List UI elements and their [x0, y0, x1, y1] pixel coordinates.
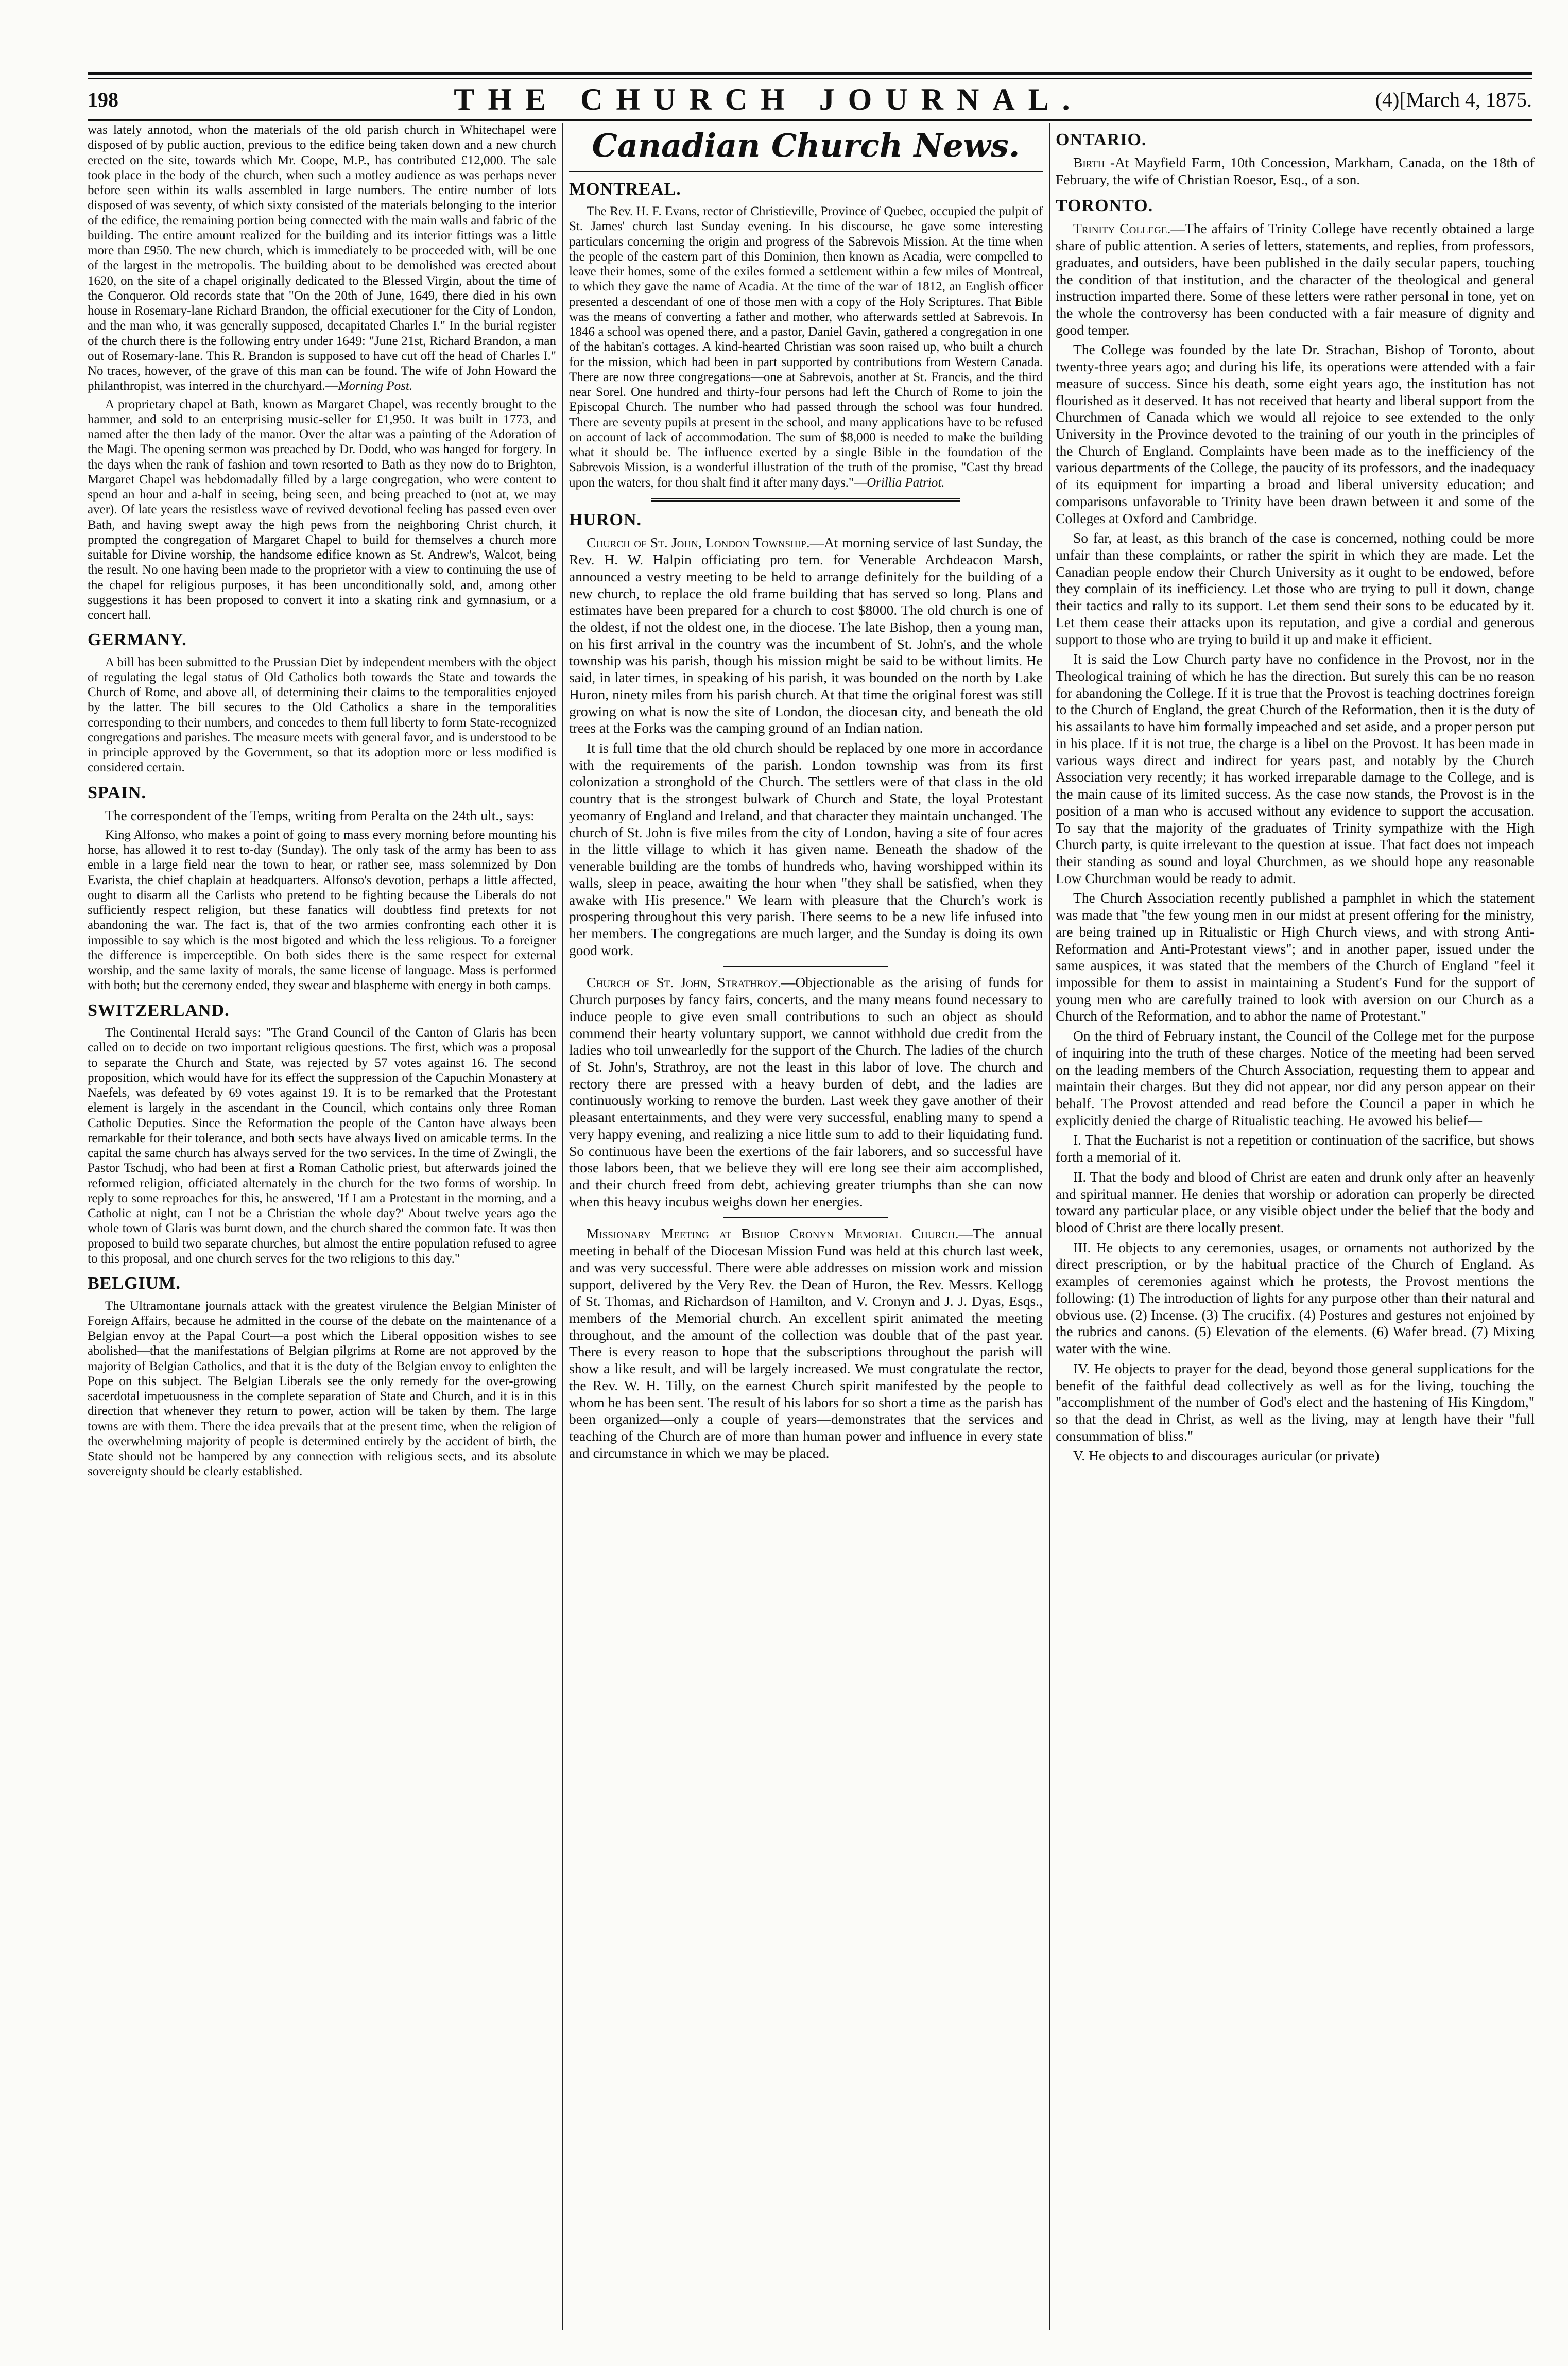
article-paragraph: Missionary Meeting at Bishop Cronyn Memorial Church.—The annual meeting in behalf of the Diocesan Mission Fund was held at this church last week, and was very successful. There were able addresses on mission work and mission support, delivered by the Very Rev. the Dean of Huron, the Rev. Messrs. Kellogg of St. Thomas, and Richardson of Hamilton, and V. Cronyn and J. J. Dyas, Esqs., members of the Memorial church. An excellent spirit animated the meeting throughout, and the amount of the collection was double that of the past year. There is every reason to hope that the subscriptions throughout the parish will show a like result, and will be largely increased. We must congratulate the rector, the Rev. W. H. Tilly, on the earnest Church spirit manifested by the people to whom he has been sent. The result of his labors for so short a time as the parish has been organized—only a couple of years—demonstrates that the services and teaching of the Church are of more than human power and influence in every state and circumstance in which we may be placed.	[569, 1225, 1043, 1461]
top-rule-thin	[88, 78, 1532, 79]
article-paragraph: Church of St. John, London Township.—At morning service of last Sunday, the Rev. H. W. Halpin officiating pro tem. for Venerable Archdeacon Marsh, announced a vestry meeting to be held to arrange definitely for the building of a new church, to replace the old frame building that has served so long. Plans and estimates have been prepared for a church to cost $8000. The old church is one of the oldest, if not the oldest one, in the diocese. The late Bishop, then a young man, on his first arrival in the country was the incumbent of St. John's, and the whole township was his parish, though his mission might be said to be without limits. He said, in later times, in speaking of his parish, it was bounded on the north by Lake Huron, ninety miles from his parish church. At that time the original forest was still growing on what is now the site of London, the diocesan city, and beneath the old trees at the Forks was the camping ground of an Indian nation.	[569, 534, 1043, 736]
column-divider	[562, 123, 563, 2330]
section-heading-spain: SPAIN.	[88, 783, 146, 802]
divider	[723, 966, 888, 967]
article-paragraph: The College was founded by the late Dr. Strachan, Bishop of Toronto, about twenty-three years ago; and during his life, its operations were attended with a fair measure of success. Since his death, some eight years ago, the institution has not flourished as it deserved. It has not received that hearty and liberal support from the Churchmen of Canada which we would all rejoice to see extended to the only University in the Province devoted to the training of our youth in the principles of the Church of England. Complaints have been made as to the inefficiency of the various departments of the College, the paucity of its professors, and the inadequacy of its equipment for imparting a broad and liberal university education; and comparisons unfavorable to Trinity have been drawn between it and some of the Colleges at Oxford and Cambridge.	[1056, 341, 1535, 526]
divider	[569, 171, 1043, 172]
section-heading-huron: HURON.	[569, 510, 642, 529]
article-paragraph: IV. He objects to prayer for the dead, beyond those general supplications for the benefit of the faithful dead collectively as well as for the living, touching the "accomplishment of the number of God's elect and the hastening of His Kingdom," so that the dead in Christ, as well as the living, may at length have their "full consummation of bliss."	[1056, 1360, 1535, 1444]
column-2	[569, 123, 1043, 2330]
article-paragraph: So far, at least, as this branch of the case is concerned, nothing could be more unfair than these complaints, or rather the spirit in which they are made. Let the Canadian people endow their Church University as it ought to be endowed, before they complain of its inefficiency. Let those who are trying to pull it down, change their tactics and rally to its support. Let them send their sons to be educated by it. Let them cease their attacks upon its reputation, and give a cordial and generous support to those who are trying to build it up and make it efficient.	[1056, 530, 1535, 647]
article-paragraph: Trinity College.—The affairs of Trinity College have recently obtained a large share of public attention. A series of letters, statements, and replies, from professors, graduates, and outsiders, have been published in the daily secular papers, touching the condition of that institution, and the character of the theological and general instruction imparted there. Some of these letters were rather personal in tone, yet on the whole the controversy has been conducted with a fair measure of dignity and good temper.	[1056, 220, 1535, 338]
masthead	[88, 81, 1532, 117]
column-divider	[1049, 123, 1050, 2330]
article-paragraph: The Ultramontane journals attack with the greatest virulence the Belgian Minister of Foreign Affairs, because he admitted in the course of the debate on the maintenance of a Belgian envoy at the Papal Court—a post which the Liberal opposition wishes to see abolished—that the manifestations of Belgian pilgrims at Rome are not approved by the majority of Belgian Catholics, and that it is the duty of the Belgian envoy to enlighten the Pope on this subject. The Belgian Liberals see the only remedy for the over-growing sacerdotal impetuousness in the complete separation of State and Church, and it is in this direction that whenever they return to power, action will be taken by them. The large towns are with them. There the idea prevails that at the present time, when the religion of the overwhelming majority of people is determined entirely by the accident of birth, the State should not be hampered by any connection with religious sects, and its absolute sovereignty should be clearly established.	[88, 1299, 556, 1479]
divider	[723, 1217, 888, 1218]
article-paragraph: Birth -At Mayfield Farm, 10th Concession, Markham, Canada, on the 18th of February, the wife of Christian Roesor, Esq., of a son.	[1056, 154, 1535, 188]
section-heading-belgium: BELGIUM.	[88, 1274, 181, 1293]
article-paragraph: On the third of February instant, the Council of the College met for the purpose of inquiring into the truth of these charges. Notice of the meeting had been served on the leading members of the Church Association, requesting them to appear and maintain their charges. But they did not appear, nor did any person appear on their behalf. The Provost attended and read before the Council a paper in which he explicitly denied the charge of Ritualistic teaching. He avowed his belief—	[1056, 1028, 1535, 1128]
article-paragraph: was lately annotod, whon the materials of the old parish church in Whitechapel were disposed of by public auction, previous to the edifice being taken down and a new church erected on the site, towards which Mr. Coope, M.P., has contributed £12,000. The sale took place in the body of the church, when such a motley audience as was perhaps never before seen within its walls assembled in large numbers. The entire number of lots disposed of was seventy, of which sixty consisted of the materials belonging to the interior of the edifice, the remaining portion being connected with the main walls and fabric of the building. The entire amount realized for the building and its interior fittings was a little more than £950. The new church, which is immediately to be proceeded with, will be one of the largest in the metropolis. The building about to be demolished was erected about 1620, on the site of a chapel originally dedicated to the Blessed Virgin, about the time of the Conqueror. Old records state that "On the 20th of June, 1649, there died in his own house in Rosemary-lane Richard Brandon, the official executioner for the City of London, and the man who, it was generally supposed, decapitated Charles I." In the burial register of the church there is the following entry under 1649: "June 21st, Richard Brandon, a man out of Rosemary-lane. This R. Brandon is supposed to have cut off the head of Charles I." No traces, however, of the grave of this man can be found. The wife of John Howard the philanthropist, was interred in the churchyard.—Morning Post.	[88, 123, 556, 393]
section-heading-ontario: ONTARIO.	[1056, 130, 1147, 149]
page-number: 198	[88, 88, 118, 111]
article-paragraph: II. That the body and blood of Christ are eaten and drunk only after an heavenly and spiritual manner. He denies that worship or adoration can properly be directed toward any particular place, or any visible object under the belief that the body and blood of Christ are there locally present.	[1056, 1168, 1535, 1236]
article-paragraph: A bill has been submitted to the Prussian Diet by independent members with the object of regulating the legal status of Old Catholics both towards the State and towards the Church of Rome, and above all, of determining their claims to the temporalities enjoyed by the latter. The bill secures to the Old Catholics a share in the temporalities corresponding to their numbers, and concedes to them full liberty to form State-recognized congregations and parishes. The measure meets with general favor, and is understood to be in principle approved by the Government, so that its adoption more or less modified is considered certain.	[88, 655, 556, 775]
article-paragraph: V. He objects to and discourages auricular (or private)	[1073, 1447, 1380, 1464]
article-paragraph: It is full time that the old church should be replaced by one more in accordance with the requirements of the parish. London township was from its first colonization a stronghold of the Church. The settlers were of that class in the old country that is the strongest bulwark of Church and State, the loyal Protestant yeomanry of England and Ireland, and that character they maintain unchanged. The church of St. John is five miles from the city of London, having a site of four acres in the little village to which it has given name. Beneath the shadow of the venerable building are the tombs of hundreds who, having worshipped within its walls, sleep in peace, awaiting the hour when "they shall be satisfied, when they awake with His presence." We learn with pleasure that the Church's work is prospering throughout this very parish. There seems to be a new life infused into her members. The congregations are much larger, and the Sunday is doing its own good work.	[569, 740, 1043, 958]
article-paragraph: King Alfonso, who makes a point of going to mass every morning before mounting his horse, has allowed it to rest to-day (Sunday). The only task of the army has been to ass emble in a large field near the town to hear, or rather see, mass solemnized by Don Evarista, the chief chaplain at headquarters. Alfonso's devotion, perhaps a little affected, ought to disarm all the Carlists who pretend to be fighting because the Liberals do not sufficiently respect religion, but these fanatics will doubtless find pretexts for not abandoning the war. The fact is, that of the two armies confronting each other it is impossible to say which is the most bigoted and which the less religious. To a foreigner the difference is imperceptible. On both sides there is the same respect for external worship, and the same laxity of morals, the same license of language. Mass is performed with both; but the ceremony ended, they swear and blaspheme with energy in both camps.	[88, 827, 556, 993]
divider	[651, 498, 960, 502]
article-paragraph: A proprietary chapel at Bath, known as Margaret Chapel, was recently brought to the hammer, and sold to an enterprising music-seller for £1,950. It was built in 1773, and named after the then lady of the manor. Over the altar was a painting of the Adoration of the Magi. The opening sermon was preached by Dr. Dodd, who was hanged for forgery. In the days when the rank of fashion and town resorted to Bath as they now do to Brighton, Margaret Chapel was hebdomadally filled by a large congregation, who were content to spend an hour and a-half in seeing, being seen, and being preached to (not at, we may aver). Of late years the resistless wave of revived devotional feeling has passed even over Bath, and having swept away the high pews from the neighboring Christ church, it prompted the congregation of Margaret Chapel to build for themselves a church more suitable for Divine worship, the handsome edifice known as St. Andrew's, Walcot, being the result. No one having been made to the proprietor with a view to continuing the use of the chapel for religious purposes, it has been unconditionally sold, and, among other suggestions it has been proposed to convert it into a skating rink and gymnasium, or a concert hall.	[88, 397, 556, 622]
section-heading-montreal: MONTREAL.	[569, 179, 681, 199]
journal-title: THE CHURCH JOURNAL.	[454, 82, 1083, 116]
section-heading-switzerland: SWITZERLAND.	[88, 1000, 230, 1020]
article-paragraph: It is said the Low Church party have no confidence in the Provost, nor in the Theological training of which he has the direction. But surely this can be no reason for abandoning the College. If it is true that the Provost is teaching doctrines foreign to the Church of England, the great Church of the Reformation, then it is the duty of his assailants to have him formally impeached and set aside, and a proper person put in his place. If it is not true, the charge is a libel on the Provost. It has been made in various ways direct and indirect for years past, and notably by the Church Association very recently; it has worked irreparable damage to the College, and is the main cause of its limited success. As the case now stands, the Provost is in the position of a man who is accused without any evidence to support the accusation. To say that the majority of the graduates of Trinity sympathize with the High Church party, is quite irrelevant to the question at issue. That fact does not impeach their standing as sound and loyal Churchmen, as we should hope any reasonable Low Churchman would be ready to admit.	[1056, 651, 1535, 886]
article-paragraph: I. That the Eucharist is not a repetition or continuation of the sacrifice, but shows forth a memorial of it.	[1056, 1132, 1535, 1165]
section-heading-germany: GERMANY.	[88, 630, 187, 650]
article-paragraph: III. He objects to any ceremonies, usages, or ornaments not authorized by the direct prescription, or by the habitual practice of the Church of England. As examples of ceremonies against which he protests, the Provost mentions the following: (1) The introduction of lights for any purpose other than their natural and obvious use. (2) Incense. (3) The crucifix. (4) Postures and gestures not enjoined by the rubrics and canons. (5) Elevation of the elements. (6) Wafer bread. (7) Mixing water with the wine.	[1056, 1239, 1535, 1357]
top-rule	[88, 72, 1532, 75]
column-3	[1056, 123, 1535, 2330]
masthead-rule	[88, 119, 1532, 121]
article-paragraph: The Continental Herald says: "The Grand Council of the Canton of Glaris has been called on to decide on two important religious questions. The first, which was a proposal to separate the Church and State, was rejected by 57 votes against 16. The second proposition, which would have for its effect the suppression of the Capuchin Monastery at Naefels, was defeated by 69 votes against 19. It is to be remarked that the Protestant element is largely in the ascendant in the Council, which contains only three Roman Catholic Deputies. Since the Reformation the people of the Canton have always been remarkable for their tolerance, and both sects have always lived on amicable terms. In the capital the same church has always served for the two services. In the time of Zwingli, the Pastor Tschudj, who had been at first a Roman Catholic priest, but afterwards joined the reformed religion, officiated alternately in the church for the two forms of worship. In reply to some reproaches for this, he answered, 'If I am a Protestant in the morning, and a Catholic at night, can I not be a Christian the whole day?' About twelve years ago the whole town of Glaris was burnt down, and the church shared the common fate. It was then proposed to build two separate churches, but almost the entire population refused to agree to this proposal, and one church serves for the two religions to this day."	[88, 1026, 556, 1266]
article-paragraph: The Church Association recently published a pamphlet in which the statement was made that "the few young men in our midst at present offering for the ministry, are being trained up in Ritualistic or High Church views, and with strong Anti-Reformation and Anti-Protestant views"; and in another paper, issued under the same auspices, it was stated that the members of the Church of England "feel it impossible for them to assist in maintaining a Student's Fund for the support of young men who are carefully trained to look with aversion on our Church as a Church of the Reformation, and to abhor the name of Protestant."	[1056, 890, 1535, 1024]
issue-date: (4)[March 4, 1875.	[1375, 88, 1532, 111]
section-heading-toronto: TORONTO.	[1056, 196, 1153, 215]
column-1	[88, 123, 556, 2330]
article-paragraph: Church of St. John, Strathroy.—Objectionable as the arising of funds for Church purposes by fancy fairs, concerts, and the many means found necessary to induce people to give even small contributions to such an object as should commend their hearty voluntary support, we cannot withhold due credit from the ladies who toil unwearledly for the support of the Church. The ladies of the church of St. John's, Strathroy, are not the least in this labor of love. The church and rectory there are pressed with a heavy burden of debt, and the ladies are continuously working to remove the burden. Last week they gave another of their pleasant entertainments, and they were very successful, enabling many to spend a very happy evening, and realizing a nice little sum to add to their liquidating fund. So continuous have been the exertions of the fair laborers, and so successful have those labors been, that we believe they will ere long see their aim accomplished, and their church freed from debt, achieving greater triumphs than she can now when this heavy incubus weighs down her energies.	[569, 974, 1043, 1210]
section-title-canadian-church-news: Canadian Church News.	[592, 127, 1020, 164]
article-paragraph: The correspondent of the Temps, writing from Peralta on the 24th ult., says:	[105, 807, 535, 824]
article-paragraph: The Rev. H. F. Evans, rector of Christieville, Province of Quebec, occupied the pulpit of St. James' church last Sunday evening. In his discourse, he gave some interesting particulars concerning the origin and progress of the Sabrevois Mission. At the time when the people of the eastern part of this Dominion, then known as Acadia, were compelled to leave their homes, some of the exiles formed a settlement within a few miles of Montreal, to which they gave the name of Acadia. At the time of the war of 1812, an English officer presented a descendant of one of those men with a copy of the Holy Scriptures. That Bible was the means of converting a father and mother, who afterwards settled at Sabrevois. In 1846 a school was opened there, and a pastor, Daniel Gavin, gathered a congregation in one of the habitan's cottages. A kind-hearted Christian was soon raised up, who built a church for the mission, which had been in part supported by contributions from Western Canada. There are now three congregations—one at Sabrevois, another at St. Francis, and the third near Sorel. One hundred and thirty-four persons had left the Church of Rome to join the Episcopal Church. The number who had passed through the school was four hundred. There are seventy pupils at present in the school, and many applications have to be refused on account of lack of accommodation. The sum of $8,000 is needed to make the building what it should be. The influence exerted by a single Bible in the foundation of the Sabrevois Mission, is a wonderful illustration of the truth of the promise, "Cast thy bread upon the waters, for thou shalt find it after many days."—Orillia Patriot.	[569, 204, 1043, 490]
